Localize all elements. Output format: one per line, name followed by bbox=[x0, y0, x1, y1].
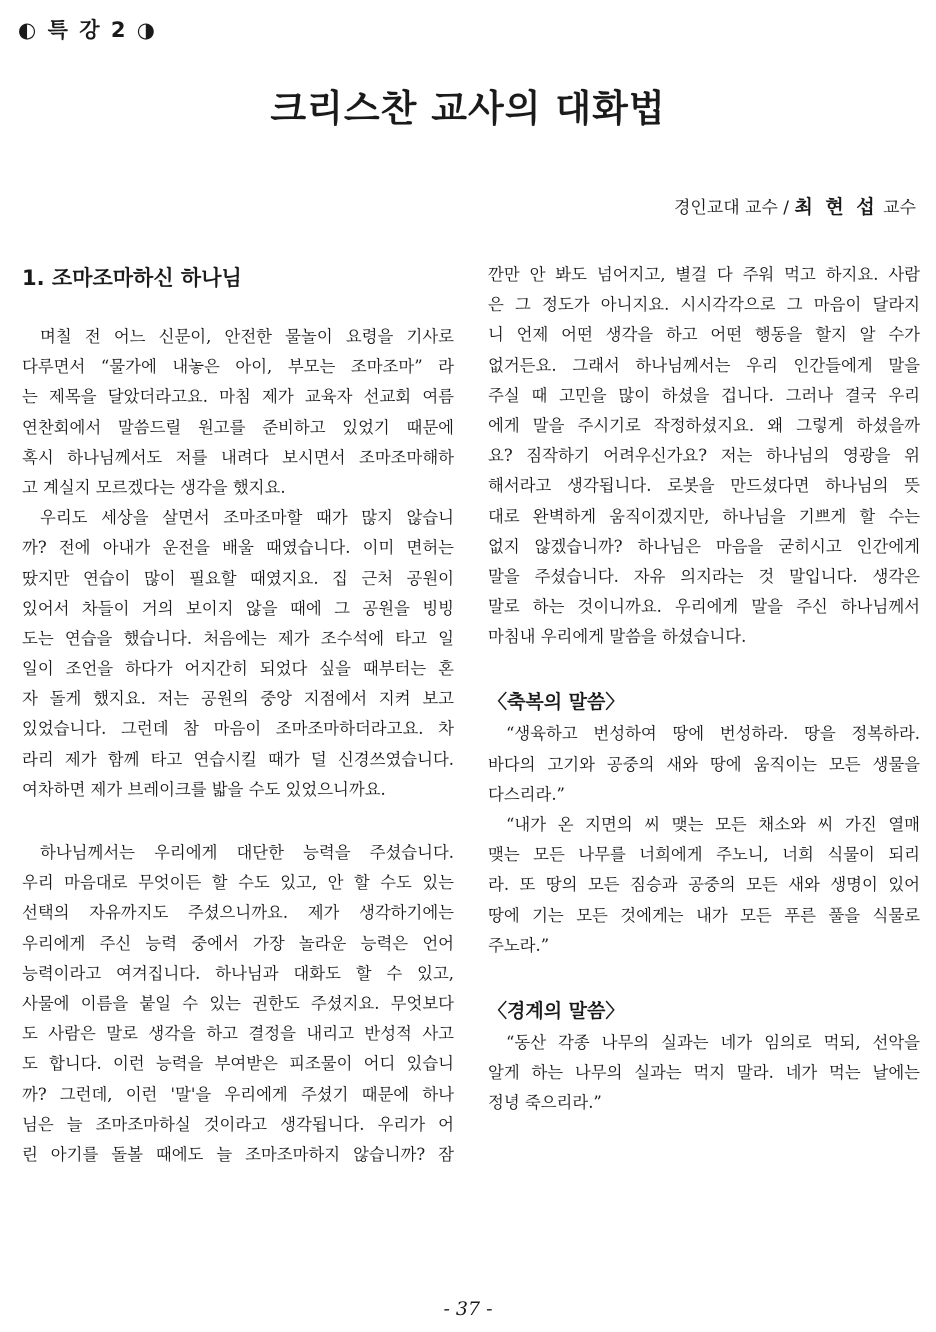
text-line: 대로 완벽하게 움직이겠지만, 하나님을 기쁘게 할 수는 bbox=[488, 506, 920, 526]
text-line: 사물에 이름을 붙일 수 있는 권한도 주셨지요. 무엇보다 bbox=[22, 993, 454, 1013]
blessing-heading: 〈축복의 말씀〉 bbox=[488, 691, 625, 714]
text-line: 혹시 하나님께서도 저를 내려다 보시면서 조마조마해하 bbox=[22, 447, 454, 467]
byline-name: 최 현 섭 bbox=[794, 196, 878, 218]
section-tag: ◐ 특 강 2 ◑ bbox=[18, 18, 158, 42]
text-line: 자 돌게 했지요. 저는 공원의 중앙 지점에서 지켜 보고 bbox=[22, 689, 454, 709]
text-line: 도 합니다. 이런 능력을 부여받은 피조물이 어디 있습니 bbox=[22, 1054, 454, 1074]
paragraph-1 bbox=[22, 322, 454, 503]
text-line: 있어서 차들이 거의 보이지 않을 때에 그 공원을 빙빙 bbox=[22, 598, 454, 618]
text-line: 땄지만 연습이 많이 필요할 때였지요. 집 근처 공원이 bbox=[22, 568, 454, 588]
text-line: 주노라.” bbox=[488, 935, 550, 955]
text-line: 땅에 기는 모든 것에게는 내가 모든 푸른 풀을 식물로 bbox=[488, 905, 920, 925]
text-line: 해서라고 생각됩니다. 로봇을 만드셨다면 하나님의 뜻 bbox=[488, 476, 920, 496]
text-line: 없거든요. 그래서 하나님께서는 우리 인간들에게 말을 bbox=[488, 355, 920, 375]
text-line: 다스리라.” bbox=[488, 784, 565, 804]
byline bbox=[674, 192, 916, 219]
page-title: 크리스찬 교사의 대화법 bbox=[270, 87, 666, 130]
text-line: 우리도 세상을 살면서 조마조마할 때가 많지 않습니 bbox=[40, 508, 454, 528]
text-line: 님은 늘 조마조마하실 것이라고 생각됩니다. 우리가 어 bbox=[22, 1114, 454, 1134]
text-line: 도 사람은 말로 생각을 하고 결정을 내리고 반성적 사고 bbox=[22, 1024, 454, 1044]
text-line: “내가 온 지면의 씨 맺는 모든 채소와 씨 가진 열매 bbox=[506, 815, 920, 834]
paragraph-2 bbox=[22, 503, 454, 805]
text-line: 며칠 전 어느 신문이, 안전한 물놀이 요령을 기사로 bbox=[40, 327, 454, 346]
text-line: 우리에게 주신 능력 중에서 가장 놀라운 능력은 언어 bbox=[22, 933, 454, 953]
text-line: 에게 말을 주시기로 작정하셨지요. 왜 그렇게 하셨을까 bbox=[488, 415, 920, 435]
text-line: 있었습니다. 그런데 참 마음이 조마조마하더라고요. 차 bbox=[22, 719, 454, 739]
text-line: 말을 주셨습니다. 자유 의지라는 것 말입니다. 생각은 bbox=[488, 566, 920, 586]
text-line: 라리 제가 함께 타고 연습시킬 때가 덜 신경쓰였습니다. bbox=[22, 749, 454, 769]
byline-role: 교수 bbox=[883, 198, 916, 218]
text-line: 도는 연습을 했습니다. 처음에는 제가 조수석에 타고 일 bbox=[22, 628, 454, 648]
text-line: 까? 그런데, 이런 '말'을 우리에게 주셨기 때문에 하나 bbox=[22, 1084, 454, 1104]
paragraph-3 bbox=[22, 838, 454, 1170]
text-line: 린 아기를 돌볼 때에도 늘 조마조마하지 않습니까? 잠 bbox=[22, 1144, 454, 1164]
text-line: 라. 또 땅의 모든 짐승과 공중의 모든 새와 생명이 있어 bbox=[488, 875, 920, 895]
text-line: “생육하고 번성하여 땅에 번성하라. 땅을 정복하라. bbox=[506, 724, 920, 744]
text-line: 다루면서 “물가에 내놓은 아이, 부모는 조마조마” 라 bbox=[22, 357, 454, 377]
text-line: 하나님께서는 우리에게 대단한 능력을 주셨습니다. bbox=[40, 843, 454, 862]
text-line: 까? 전에 아내가 운전을 배울 때였습니다. 이미 면허는 bbox=[22, 538, 454, 558]
text-line: 니 언제 어떤 생각을 하고 어떤 행동을 할지 알 수가 bbox=[488, 325, 920, 345]
paragraph-continued bbox=[488, 260, 920, 652]
text-line: 요? 짐작하기 어려우신가요? 저는 하나님의 영광을 위 bbox=[488, 446, 920, 466]
text-line: 알게 하는 나무의 실과는 먹지 말라. 네가 먹는 날에는 bbox=[488, 1063, 920, 1083]
text-line: 주실 때 고민을 많이 하셨을 겁니다. 그러나 결국 우리 bbox=[488, 385, 920, 405]
left-column bbox=[22, 260, 454, 1170]
text-line: 는 제목을 달았더라고요. 마침 제가 교육자 선교회 여름 bbox=[22, 387, 454, 407]
byline-affiliation: 경인교대 교수 / bbox=[673, 198, 790, 218]
text-line: 정녕 죽으리라.” bbox=[488, 1093, 602, 1113]
section-heading: 1. 조마조마하신 하나님 bbox=[22, 266, 242, 290]
text-line: “동산 각종 나무의 실과는 네가 임의로 먹되, 선악을 bbox=[506, 1032, 920, 1052]
text-line: 선택의 자유까지도 주셨으니까요. 제가 생각하기에는 bbox=[22, 903, 454, 923]
right-column bbox=[488, 260, 920, 1119]
text-line: 고 계실지 모르겠다는 생각을 했지요. bbox=[22, 477, 286, 497]
text-line: 우리 마음대로 무엇이든 할 수도 있고, 안 할 수도 있는 bbox=[22, 873, 454, 893]
warning-heading: 〈경계의 말씀〉 bbox=[488, 999, 625, 1022]
text-line: 없지 않겠습니까? 하나님은 마음을 굳히시고 인간에게 bbox=[488, 536, 920, 556]
text-line: 능력이라고 여겨집니다. 하나님과 대화도 할 수 있고, bbox=[22, 963, 454, 983]
text-line: 마침내 우리에게 말씀을 하셨습니다. bbox=[488, 627, 747, 647]
blessing-quote-1 bbox=[488, 719, 920, 810]
blessing-quote-2 bbox=[488, 810, 920, 961]
text-line: 여차하면 제가 브레이크를 밟을 수도 있었으니까요. bbox=[22, 779, 386, 799]
text-line: 일이 조언을 하다가 어지간히 되었다 싶을 때부터는 혼 bbox=[22, 659, 454, 679]
text-line: 말로 하는 것이니까요. 우리에게 말을 주신 하나님께서 bbox=[488, 597, 920, 617]
text-line: 바다의 고기와 공중의 새와 땅에 움직이는 모든 생물을 bbox=[488, 754, 920, 774]
text-line: 깐만 안 봐도 넘어지고, 별걸 다 주워 먹고 하지요. 사람 bbox=[488, 265, 920, 284]
warning-quote bbox=[488, 1028, 920, 1119]
page-number: - 37 - bbox=[443, 1298, 493, 1320]
text-line: 연찬회에서 말씀드릴 원고를 준비하고 있었기 때문에 bbox=[22, 417, 454, 437]
text-line: 은 그 정도가 아니지요. 시시각각으로 그 마음이 달라지 bbox=[488, 295, 920, 315]
text-line: 맺는 모든 나무를 너희에게 주노니, 너희 식물이 되리 bbox=[488, 845, 920, 865]
